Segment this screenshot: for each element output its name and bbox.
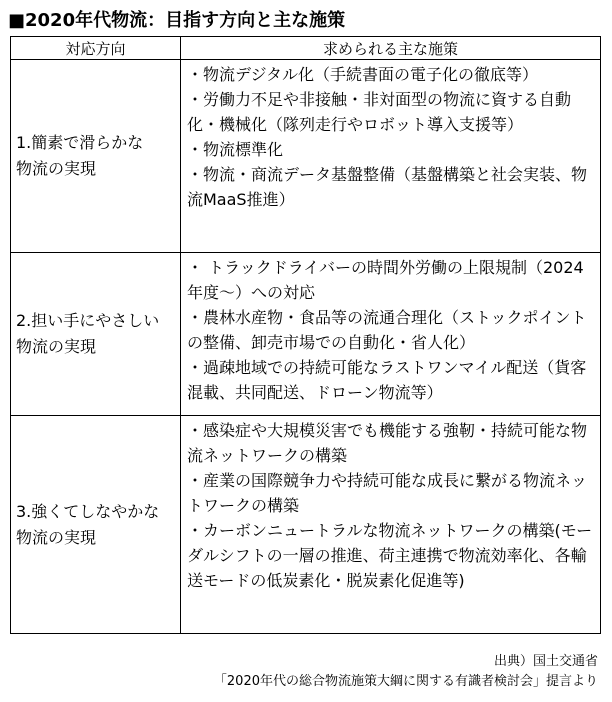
measure-item: ・カーボンニュートラルな物流ネットワークの構築(モーダルシフトの一層の推進、荷主連携で物流効率化、各輸送モードの低炭素化・脱炭素化促進等) xyxy=(187,521,593,590)
table-row xyxy=(11,253,601,416)
measure-item: ・労働力不足や非接触・非対面型の物流に資する自動化・機械化（隊列走行やロボット導入支援等） xyxy=(187,90,572,134)
policy-table xyxy=(10,36,601,634)
source-line: 出典）国土交通省 xyxy=(493,654,598,669)
direction-line: 物流の実現 xyxy=(16,527,97,547)
source-line: 「2020年代の総合物流施策大綱に関する有識者検討会」提言より xyxy=(213,674,598,689)
measure-item: ・物流標準化 xyxy=(187,140,284,159)
direction-line: 3.強くてしなやかな xyxy=(16,501,160,521)
direction-cell xyxy=(11,416,181,634)
measure-item: ・過疎地域での持続可能なラストワンマイル配送（貨客混載、共同配送、ドローン物流等） xyxy=(187,358,587,402)
table-row xyxy=(11,416,601,634)
measure-item: ・物流・商流データ基盤整備（基盤構築と社会実装、物流MaaS推進） xyxy=(187,165,588,209)
direction-cell xyxy=(11,60,181,253)
direction-line: 物流の実現 xyxy=(16,337,97,356)
header-direction: 対応方向 xyxy=(11,37,181,60)
direction-line: 2.担い手にやさしい xyxy=(16,311,160,330)
direction-cell xyxy=(11,253,181,416)
measures-cell xyxy=(181,60,601,253)
page-title: ■2020年代物流：目指す方向と主な施策 xyxy=(8,10,346,31)
table-row xyxy=(11,60,601,253)
table-header-row xyxy=(11,37,601,60)
source-note xyxy=(214,652,598,692)
direction-line: 物流の実現 xyxy=(16,159,97,178)
measures-cell xyxy=(181,253,601,416)
measure-item: ・ トラックドライバーの時間外労働の上限規制（2024年度～）への対応 xyxy=(187,258,584,302)
measure-item: ・感染症や大規模災害でも機能する強靭・持続可能な物流ネットワークの構築 xyxy=(187,421,588,465)
measure-item: ・物流デジタル化（手続書面の電子化の徹底等） xyxy=(187,65,539,84)
direction-line: 1.簡素で滑らかな xyxy=(16,133,144,152)
measure-item: ・農林水産物・食品等の流通合理化（ストックポイントの整備、卸売市場での自動化・省人化） xyxy=(187,308,587,352)
measure-item: ・産業の国際競争力や持続可能な成長に繋がる物流ネットワークの構築 xyxy=(187,471,588,515)
header-measures: 求められる主な施策 xyxy=(181,37,601,60)
measures-cell xyxy=(181,416,601,634)
